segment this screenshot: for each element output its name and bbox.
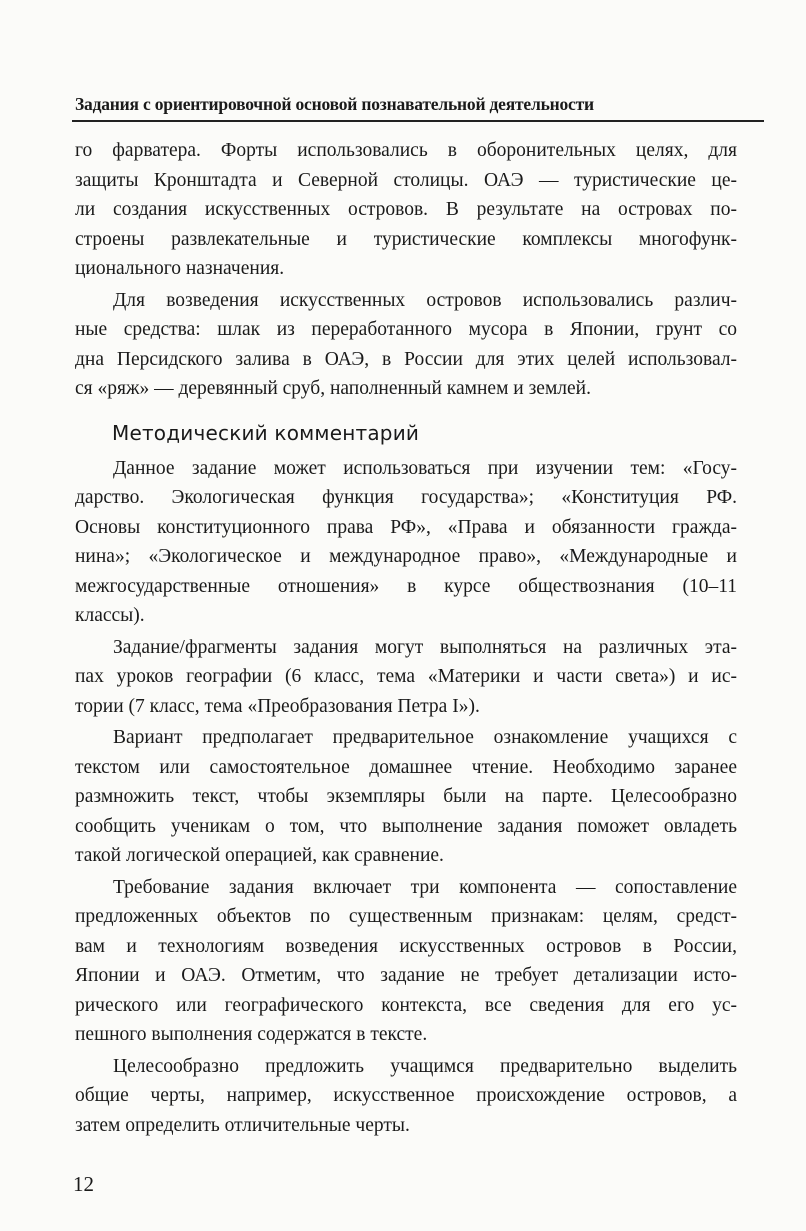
text-line: тории (7 класс, тема «Преобразования Петра I»).	[75, 695, 480, 717]
text-line: затем определить отличительные черты.	[75, 1114, 410, 1136]
text-line: Требование задания включает три компонента — сопоставление	[113, 876, 737, 898]
paragraph	[75, 454, 737, 631]
text-line: дарство. Экологическая функция государства»; «Конституция РФ.	[75, 487, 737, 508]
text-line: строены развлекательные и туристические комплексы многофунк-	[75, 228, 737, 250]
running-head: Задания с ориентировочной основой познавательной деятельности	[75, 94, 594, 114]
text-line: Японии и ОАЭ. Отметим, что задание не требует детализации исто-	[75, 965, 737, 986]
text-line: дна Персидского залива в ОАЭ, в России для этих целей использовал-	[75, 348, 737, 370]
paragraph	[75, 136, 737, 284]
text-line: пешного выполнения содержатся в тексте.	[75, 1024, 428, 1045]
text-line: нина»; «Экологическое и международное право», «Международные и	[75, 546, 737, 567]
paragraph	[75, 873, 737, 1050]
text-line: рического или географического контекста, все сведения для его ус-	[75, 994, 737, 1016]
text-line: Для возведения искусственных островов использовались различ-	[113, 289, 737, 311]
paragraph	[75, 633, 737, 722]
text-line: классы).	[75, 605, 145, 626]
text-line: Основы конституционного права РФ», «Права и обязанности гражда-	[75, 516, 737, 538]
page-number: 12	[73, 1172, 94, 1196]
text-line: ционального назначения.	[75, 258, 285, 279]
text-line: Целесообразно предложить учащимся предварительно выделить	[113, 1055, 737, 1077]
text-line: ся «ряж» — деревянный сруб, наполненный камнем и землей.	[75, 378, 591, 399]
text-line: Данное задание может использоваться при изучении тем: «Госу-	[113, 457, 737, 479]
text-line: ные средства: шлак из переработанного мусора в Японии, грунт со	[75, 319, 737, 340]
text-line: Вариант предполагает предварительное ознакомление учащихся с	[113, 727, 737, 748]
text-line: межгосударственные отношения» в курсе обществознания (10–11	[75, 575, 737, 597]
text-line: пах уроков географии (6 класс, тема «Материки и части света») и ис-	[75, 666, 737, 687]
paragraph	[75, 723, 737, 871]
text-line: такой логической операцией, как сравнение.	[75, 845, 444, 866]
text-line: сообщить ученикам о том, что выполнение задания поможет овладеть	[75, 815, 737, 837]
paragraph	[75, 286, 737, 404]
text-line: защиты Кронштадта и Северной столицы. ОАЭ — туристические це-	[75, 169, 737, 191]
text-line: го фарватера. Форты использовались в оборонительных целях, для	[75, 140, 737, 161]
text-line: предложенных объектов по существенным признакам: целям, средст-	[75, 906, 737, 927]
text-line: размножить текст, чтобы экземпляры были на парте. Целесообразно	[75, 786, 737, 807]
text-line: вам и технологиям возведения искусственных островов в России,	[75, 935, 737, 957]
text-line: текстом или самостоятельное домашнее чтение. Необходимо заранее	[75, 756, 737, 778]
text-line: ли создания искусственных островов. В результате на островах по-	[75, 199, 737, 220]
text-line: Задание/фрагменты задания могут выполняться на различных эта-	[113, 636, 737, 658]
header-rule	[72, 120, 764, 122]
page-body	[75, 136, 737, 1142]
section-heading: Методический комментарий	[112, 420, 420, 445]
text-line: общие черты, например, искусственное происхождение островов, а	[75, 1085, 737, 1106]
paragraph	[75, 1052, 737, 1141]
